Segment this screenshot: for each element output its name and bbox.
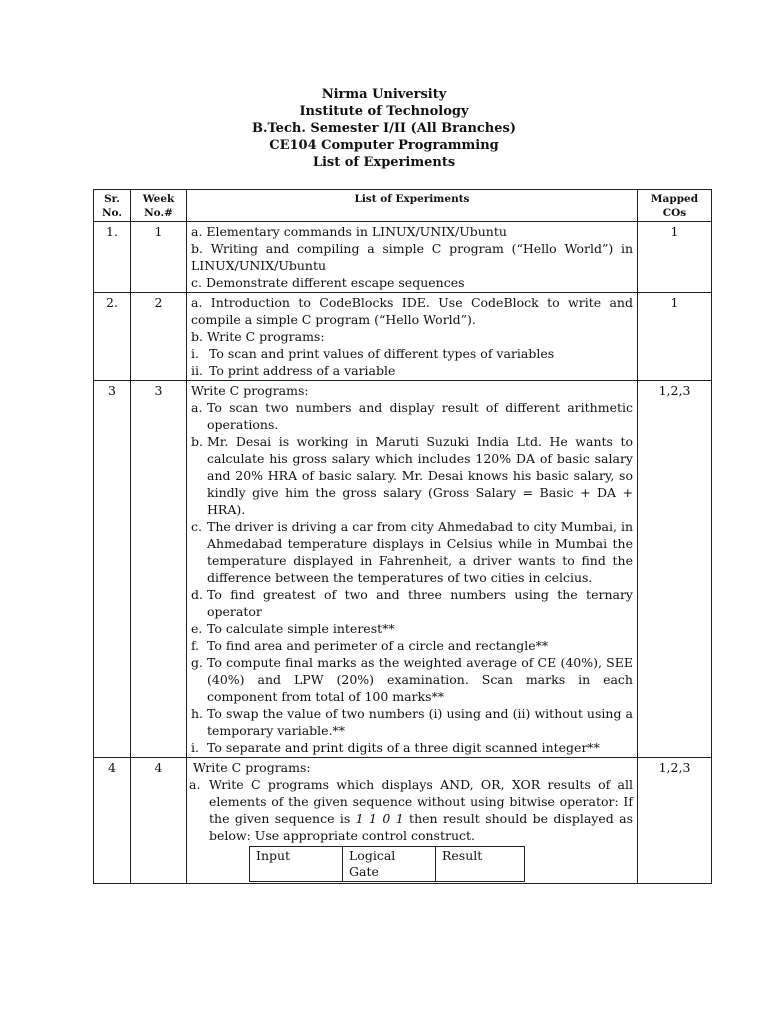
column-header-list: List of Experiments xyxy=(187,190,638,222)
cos-cell: 1,2,3 xyxy=(638,381,712,758)
program-semester: B.Tech. Semester I/II (All Branches) xyxy=(251,121,517,136)
item-text-part: then result should be displayed as below: Use appropriate control construct. xyxy=(209,811,634,843)
sequence-value: 1 1 0 1 xyxy=(355,811,404,826)
item-text: To find area and perimeter of a circle and rectangle** xyxy=(207,638,549,653)
list-item xyxy=(191,433,633,518)
week-cell: 1 xyxy=(131,222,187,293)
list-item: a. Elementary commands in LINUX/UNIX/Ubuntu xyxy=(191,224,507,239)
item-label: e. xyxy=(191,621,203,636)
institute-name: Institute of Technology xyxy=(299,104,469,119)
list-item xyxy=(191,637,633,654)
list-item xyxy=(191,705,633,739)
document-title: List of Experiments xyxy=(312,155,456,170)
sub-item-label: ii. xyxy=(191,363,203,378)
list-item: b. Write C programs: xyxy=(191,329,325,344)
sub-item-text: To scan and print values of different types of variables xyxy=(209,346,555,361)
logic-table-header-row xyxy=(250,847,525,882)
item-text-part: Write C programs which displays AND, OR, XOR results of all elements of the given sequence without using bitwise operator: If the given sequence is xyxy=(209,777,633,826)
sr-cell: 1. xyxy=(94,222,131,293)
item-text: To calculate simple interest** xyxy=(207,621,395,636)
sub-item-label: i. xyxy=(191,346,199,361)
item-label: g. xyxy=(191,655,203,670)
item-text xyxy=(209,776,633,844)
cos-cell: 1 xyxy=(638,293,712,381)
cos-cell: 1,2,3 xyxy=(638,758,712,884)
list-item xyxy=(191,739,633,756)
experiment-cell xyxy=(187,758,638,884)
list-item xyxy=(191,399,633,433)
logic-header-result: Result xyxy=(436,847,525,882)
week-cell: 4 xyxy=(131,758,187,884)
item-label: i. xyxy=(191,740,199,755)
week-cell: 3 xyxy=(131,381,187,758)
column-header-sr: Sr. No. xyxy=(94,190,131,222)
university-name: Nirma University xyxy=(321,87,447,102)
sr-cell: 2. xyxy=(94,293,131,381)
list-item xyxy=(191,586,633,620)
table-row xyxy=(94,381,712,758)
item-label: f. xyxy=(191,638,200,653)
list-item xyxy=(191,654,633,705)
list-item: c. Demonstrate different escape sequences xyxy=(191,275,465,290)
item-text: The driver is driving a car from city Ahmedabad to city Mumbai, in Ahmedabad temperature displays in Celsius while in Mumbai the temperature displayed in Fahrenheit, a driver wants to find the difference between the temperatures of two cities in celcius. xyxy=(207,519,633,585)
item-text: To find greatest of two and three numbers using the ternary operator xyxy=(207,587,633,619)
item-label: h. xyxy=(191,706,204,721)
list-item: a. Introduction to CodeBlocks IDE. Use CodeBlock to write and compile a simple C program (“Hello World”). xyxy=(191,295,633,327)
table-header-row xyxy=(94,190,712,222)
item-text: To compute final marks as the weighted average of CE (40%), SEE (40%) and LPW (20%) examination. Scan marks in each component from total of 100 marks** xyxy=(207,655,633,704)
experiment-cell xyxy=(187,222,638,293)
sub-item-text: To print address of a variable xyxy=(209,363,396,378)
item-label: a. xyxy=(191,400,203,415)
item-label: c. xyxy=(191,519,202,534)
logic-table xyxy=(249,846,525,882)
list-item: b. Writing and compiling a simple C program (“Hello World”) in LINUX/UNIX/Ubuntu xyxy=(191,241,633,273)
course-title: CE104 Computer Programming xyxy=(269,138,499,153)
column-header-week: Week No.# xyxy=(131,190,187,222)
item-text: Mr. Desai is working in Maruti Suzuki India Ltd. He wants to calculate his gross salary which includes 120% DA of basic salary and 20% HRA of basic salary. Mr. Desai knows his basic salary, so kindly give him the gross salary (Gross Salary = Basic + DA + HRA). xyxy=(207,434,633,517)
sr-cell: 3 xyxy=(94,381,131,758)
item-label: d. xyxy=(191,587,203,602)
item-text: To scan two numbers and display result of different arithmetic operations. xyxy=(207,400,633,432)
cos-cell: 1 xyxy=(638,222,712,293)
sub-item xyxy=(191,345,633,362)
experiment-cell xyxy=(187,381,638,758)
list-item xyxy=(191,518,633,586)
column-header-cos: Mapped COs xyxy=(638,190,712,222)
week-cell: 2 xyxy=(131,293,187,381)
list-item xyxy=(191,620,633,637)
table-row xyxy=(94,222,712,293)
experiment-cell xyxy=(187,293,638,381)
table-row xyxy=(94,758,712,884)
logic-header-input: Input xyxy=(250,847,343,882)
table-row xyxy=(94,293,712,381)
sub-item xyxy=(191,362,633,379)
document-header xyxy=(0,86,768,171)
sr-cell: 4 xyxy=(94,758,131,884)
experiments-table xyxy=(93,189,712,884)
item-text: To separate and print digits of a three digit scanned integer** xyxy=(207,740,600,755)
item-label: a. xyxy=(189,777,201,792)
item-label: b. xyxy=(191,434,203,449)
row-intro: Write C programs: xyxy=(191,383,309,398)
row-intro: Write C programs: xyxy=(193,760,311,775)
list-item xyxy=(189,776,633,844)
logic-header-gate: Logical Gate xyxy=(343,847,436,882)
item-text: To swap the value of two numbers (i) using and (ii) without using a temporary variable.** xyxy=(207,706,633,738)
